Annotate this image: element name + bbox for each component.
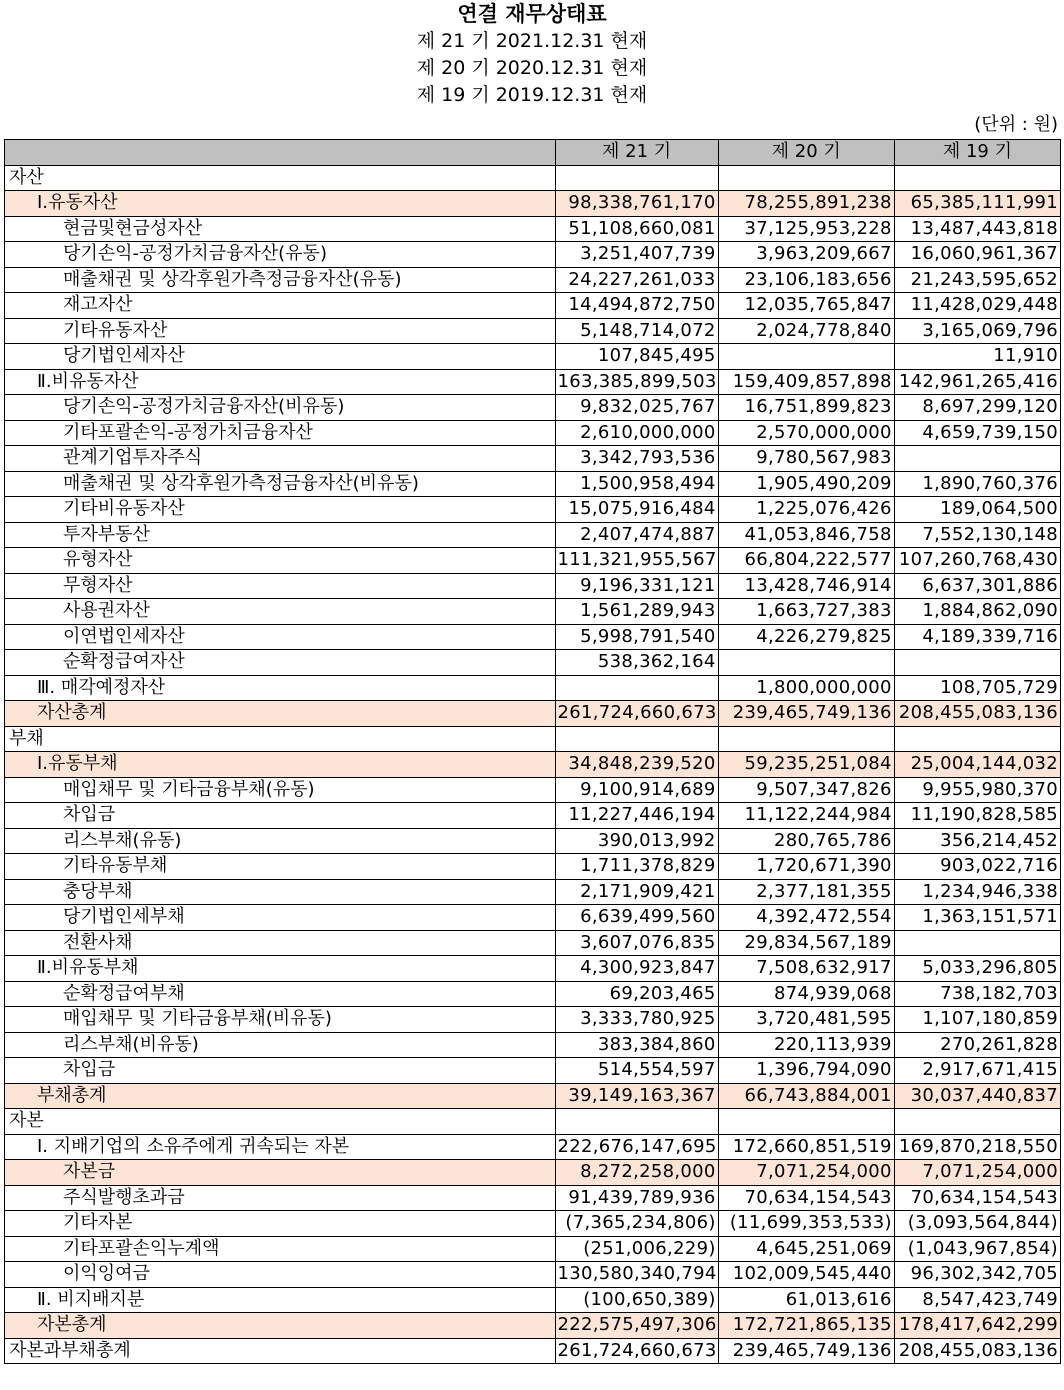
- table-row: [5, 803, 1061, 829]
- account-label: 주식발행초과금: [5, 1185, 556, 1211]
- amount-period-20: [718, 165, 894, 191]
- amount-period-21: 8,272,258,000: [555, 1160, 718, 1186]
- amount-period-19: 142,961,265,416: [894, 369, 1060, 395]
- amount-period-19: (1,043,967,854): [894, 1236, 1060, 1262]
- table-row: [5, 497, 1061, 523]
- table-row: [5, 1083, 1061, 1109]
- account-label: 기타포괄손익누계액: [5, 1236, 556, 1262]
- account-label: 현금및현금성자산: [5, 216, 556, 242]
- amount-period-20: 1,396,794,090: [718, 1058, 894, 1084]
- amount-period-20: 1,905,490,209: [718, 471, 894, 497]
- amount-period-21: 9,196,331,121: [555, 573, 718, 599]
- account-label: 당기손익-공정가치금융자산(비유동): [5, 395, 556, 421]
- account-label: 차입금: [5, 1058, 556, 1084]
- amount-period-20: 12,035,765,847: [718, 293, 894, 319]
- amount-period-21: 538,362,164: [555, 650, 718, 676]
- account-label: 이연법인세자산: [5, 624, 556, 650]
- amount-period-21: 9,832,025,767: [555, 395, 718, 421]
- account-label: 기타유동자산: [5, 318, 556, 344]
- amount-period-19: (3,093,564,844): [894, 1211, 1060, 1237]
- amount-period-20: 239,465,749,136: [718, 1338, 894, 1364]
- amount-period-19: [894, 446, 1060, 472]
- amount-period-20: 9,780,567,983: [718, 446, 894, 472]
- amount-period-21: 3,342,793,536: [555, 446, 718, 472]
- amount-period-20: [718, 726, 894, 752]
- amount-period-21: (251,006,229): [555, 1236, 718, 1262]
- table-row: [5, 981, 1061, 1007]
- table-row: [5, 726, 1061, 752]
- amount-period-20: 220,113,939: [718, 1032, 894, 1058]
- amount-period-20: 66,804,222,577: [718, 548, 894, 574]
- amount-period-21: 3,333,780,925: [555, 1007, 718, 1033]
- account-label: 리스부채(비유동): [5, 1032, 556, 1058]
- amount-period-19: 903,022,716: [894, 854, 1060, 880]
- account-label: Ⅲ. 매각예정자산: [5, 675, 556, 701]
- amount-period-20: 9,507,347,826: [718, 777, 894, 803]
- account-label: 관계기업투자주식: [5, 446, 556, 472]
- amount-period-20: 59,235,251,084: [718, 752, 894, 778]
- amount-period-21: 34,848,239,520: [555, 752, 718, 778]
- header-row: [5, 140, 1061, 166]
- table-row: [5, 395, 1061, 421]
- amount-period-19: 108,705,729: [894, 675, 1060, 701]
- amount-period-20: 172,721,865,135: [718, 1313, 894, 1339]
- table-row: [5, 752, 1061, 778]
- amount-period-19: 5,033,296,805: [894, 956, 1060, 982]
- table-row: [5, 675, 1061, 701]
- account-label: Ⅰ.유동부채: [5, 752, 556, 778]
- amount-period-19: 270,261,828: [894, 1032, 1060, 1058]
- amount-period-19: 70,634,154,543: [894, 1185, 1060, 1211]
- account-label: 투자부동산: [5, 522, 556, 548]
- amount-period-21: 383,384,860: [555, 1032, 718, 1058]
- table-row: [5, 1236, 1061, 1262]
- amount-period-20: 4,645,251,069: [718, 1236, 894, 1262]
- unit-label: (단위 : 원): [974, 114, 1058, 135]
- amount-period-19: 9,955,980,370: [894, 777, 1060, 803]
- amount-period-19: [894, 726, 1060, 752]
- table-row: [5, 446, 1061, 472]
- header-period-20: 제 20 기: [718, 140, 894, 166]
- amount-period-21: [555, 165, 718, 191]
- amount-period-20: 11,122,244,984: [718, 803, 894, 829]
- account-label: 무형자산: [5, 573, 556, 599]
- amount-period-20: 1,800,000,000: [718, 675, 894, 701]
- amount-period-19: 1,107,180,859: [894, 1007, 1060, 1033]
- account-label: Ⅰ.유동자산: [5, 191, 556, 217]
- table-row: [5, 777, 1061, 803]
- header-period-19: 제 19 기: [894, 140, 1060, 166]
- amount-period-21: 390,013,992: [555, 828, 718, 854]
- amount-period-21: 4,300,923,847: [555, 956, 718, 982]
- amount-period-20: 4,392,472,554: [718, 905, 894, 931]
- amount-period-21: [555, 675, 718, 701]
- amount-period-19: 178,417,642,299: [894, 1313, 1060, 1339]
- account-label: Ⅱ.비유동자산: [5, 369, 556, 395]
- table-row: [5, 522, 1061, 548]
- amount-period-19: 208,455,083,136: [894, 1338, 1060, 1364]
- amount-period-19: 107,260,768,430: [894, 548, 1060, 574]
- amount-period-20: [718, 344, 894, 370]
- amount-period-21: [555, 1109, 718, 1135]
- amount-period-21: 9,100,914,689: [555, 777, 718, 803]
- account-label: 유형자산: [5, 548, 556, 574]
- amount-period-19: 189,064,500: [894, 497, 1060, 523]
- account-label: 기타비유동자산: [5, 497, 556, 523]
- table-row: [5, 165, 1061, 191]
- amount-period-19: 208,455,083,136: [894, 701, 1060, 727]
- table-row: [5, 369, 1061, 395]
- account-label: Ⅱ.비유동부채: [5, 956, 556, 982]
- amount-period-19: 7,552,130,148: [894, 522, 1060, 548]
- amount-period-20: [718, 650, 894, 676]
- amount-period-21: 222,575,497,306: [555, 1313, 718, 1339]
- account-label: 충당부채: [5, 879, 556, 905]
- amount-period-20: 159,409,857,898: [718, 369, 894, 395]
- amount-period-19: 13,487,443,818: [894, 216, 1060, 242]
- account-label: 이익잉여금: [5, 1262, 556, 1288]
- table-row: [5, 1287, 1061, 1313]
- account-label: 매출채권 및 상각후원가측정금융자산(비유동): [5, 471, 556, 497]
- account-label: 부채: [5, 726, 556, 752]
- amount-period-21: 130,580,340,794: [555, 1262, 718, 1288]
- amount-period-20: 2,024,778,840: [718, 318, 894, 344]
- amount-period-21: 2,171,909,421: [555, 879, 718, 905]
- amount-period-21: 24,227,261,033: [555, 267, 718, 293]
- amount-period-20: 1,720,671,390: [718, 854, 894, 880]
- table-row: [5, 828, 1061, 854]
- account-label: 차입금: [5, 803, 556, 829]
- amount-period-19: 6,637,301,886: [894, 573, 1060, 599]
- header-account: [5, 140, 556, 166]
- amount-period-20: 66,743,884,001: [718, 1083, 894, 1109]
- table-row: [5, 1338, 1061, 1364]
- table-row: [5, 548, 1061, 574]
- account-label: Ⅰ. 지배기업의 소유주에게 귀속되는 자본: [5, 1134, 556, 1160]
- table-row: [5, 1134, 1061, 1160]
- table-row: [5, 1160, 1061, 1186]
- amount-period-19: 8,697,299,120: [894, 395, 1060, 421]
- account-label: 매출채권 및 상각후원가측정금융자산(유동): [5, 267, 556, 293]
- account-label: 자본총계: [5, 1313, 556, 1339]
- amount-period-19: [894, 1109, 1060, 1135]
- table-row: [5, 1007, 1061, 1033]
- account-label: 부채총계: [5, 1083, 556, 1109]
- table-row: [5, 624, 1061, 650]
- table-row: [5, 879, 1061, 905]
- amount-period-20: (11,699,353,533): [718, 1211, 894, 1237]
- amount-period-19: 11,910: [894, 344, 1060, 370]
- account-label: 전환사채: [5, 930, 556, 956]
- amount-period-21: 15,075,916,484: [555, 497, 718, 523]
- amount-period-21: 51,108,660,081: [555, 216, 718, 242]
- table-row: [5, 701, 1061, 727]
- amount-period-21: 69,203,465: [555, 981, 718, 1007]
- table-row: [5, 1211, 1061, 1237]
- amount-period-21: 1,711,378,829: [555, 854, 718, 880]
- table-row: [5, 471, 1061, 497]
- amount-period-20: 61,013,616: [718, 1287, 894, 1313]
- account-label: 자본: [5, 1109, 556, 1135]
- amount-period-19: 356,214,452: [894, 828, 1060, 854]
- table-row: [5, 267, 1061, 293]
- amount-period-19: 25,004,144,032: [894, 752, 1060, 778]
- amount-period-19: 2,917,671,415: [894, 1058, 1060, 1084]
- amount-period-21: 3,607,076,835: [555, 930, 718, 956]
- amount-period-19: 1,234,946,338: [894, 879, 1060, 905]
- amount-period-20: 239,465,749,136: [718, 701, 894, 727]
- amount-period-19: 16,060,961,367: [894, 242, 1060, 268]
- amount-period-20: 41,053,846,758: [718, 522, 894, 548]
- table-row: [5, 1313, 1061, 1339]
- amount-period-20: 172,660,851,519: [718, 1134, 894, 1160]
- table-row: [5, 318, 1061, 344]
- table-row: [5, 573, 1061, 599]
- amount-period-20: 13,428,746,914: [718, 573, 894, 599]
- account-label: 기타자본: [5, 1211, 556, 1237]
- amount-period-20: 7,071,254,000: [718, 1160, 894, 1186]
- amount-period-20: 3,720,481,595: [718, 1007, 894, 1033]
- table-row: [5, 599, 1061, 625]
- period-line-20: 제 20 기 2020.12.31 현재: [416, 57, 648, 79]
- amount-period-19: 7,071,254,000: [894, 1160, 1060, 1186]
- amount-period-21: 98,338,761,170: [555, 191, 718, 217]
- amount-period-19: 1,884,862,090: [894, 599, 1060, 625]
- account-label: 매입채무 및 기타금융부채(유동): [5, 777, 556, 803]
- amount-period-21: 222,676,147,695: [555, 1134, 718, 1160]
- table-row: [5, 293, 1061, 319]
- amount-period-21: 514,554,597: [555, 1058, 718, 1084]
- amount-period-19: 1,890,760,376: [894, 471, 1060, 497]
- amount-period-21: (100,650,389): [555, 1287, 718, 1313]
- amount-period-21: 111,321,955,567: [555, 548, 718, 574]
- account-label: 자산총계: [5, 701, 556, 727]
- amount-period-20: [718, 1109, 894, 1135]
- amount-period-19: 4,189,339,716: [894, 624, 1060, 650]
- amount-period-19: 65,385,111,991: [894, 191, 1060, 217]
- amount-period-20: 29,834,567,189: [718, 930, 894, 956]
- account-label: 재고자산: [5, 293, 556, 319]
- table-row: [5, 1109, 1061, 1135]
- account-label: 당기법인세부채: [5, 905, 556, 931]
- amount-period-21: 2,610,000,000: [555, 420, 718, 446]
- header-period-21: 제 21 기: [555, 140, 718, 166]
- amount-period-21: 14,494,872,750: [555, 293, 718, 319]
- amount-period-20: 2,570,000,000: [718, 420, 894, 446]
- amount-period-19: 3,165,069,796: [894, 318, 1060, 344]
- amount-period-21: 2,407,474,887: [555, 522, 718, 548]
- amount-period-21: 3,251,407,739: [555, 242, 718, 268]
- period-line-21: 제 21 기 2021.12.31 현재: [416, 30, 648, 52]
- account-label: 순확정급여부채: [5, 981, 556, 1007]
- amount-period-20: 37,125,953,228: [718, 216, 894, 242]
- amount-period-21: 261,724,660,673: [555, 701, 718, 727]
- table-row: [5, 1032, 1061, 1058]
- amount-period-19: 96,302,342,705: [894, 1262, 1060, 1288]
- amount-period-19: 30,037,440,837: [894, 1083, 1060, 1109]
- amount-period-19: [894, 650, 1060, 676]
- account-label: 기타유동부채: [5, 854, 556, 880]
- amount-period-21: 39,149,163,367: [555, 1083, 718, 1109]
- amount-period-21: 11,227,446,194: [555, 803, 718, 829]
- period-line-19: 제 19 기 2019.12.31 현재: [416, 84, 648, 106]
- table-row: [5, 905, 1061, 931]
- table-row: [5, 344, 1061, 370]
- table-row: [5, 242, 1061, 268]
- table-row: [5, 191, 1061, 217]
- amount-period-19: 169,870,218,550: [894, 1134, 1060, 1160]
- amount-period-20: 3,963,209,667: [718, 242, 894, 268]
- account-label: 사용권자산: [5, 599, 556, 625]
- account-label: 리스부채(유동): [5, 828, 556, 854]
- table-row: [5, 930, 1061, 956]
- table-row: [5, 1185, 1061, 1211]
- table-body: [5, 165, 1061, 1364]
- amount-period-21: 1,561,289,943: [555, 599, 718, 625]
- amount-period-21: (7,365,234,806): [555, 1211, 718, 1237]
- account-label: Ⅱ. 비지배지분: [5, 1287, 556, 1313]
- amount-period-19: [894, 165, 1060, 191]
- amount-period-20: 23,106,183,656: [718, 267, 894, 293]
- amount-period-20: 16,751,899,823: [718, 395, 894, 421]
- table-row: [5, 216, 1061, 242]
- account-label: 당기법인세자산: [5, 344, 556, 370]
- amount-period-21: 163,385,899,503: [555, 369, 718, 395]
- amount-period-20: 7,508,632,917: [718, 956, 894, 982]
- account-label: 순확정급여자산: [5, 650, 556, 676]
- table-row: [5, 854, 1061, 880]
- amount-period-21: 261,724,660,673: [555, 1338, 718, 1364]
- amount-period-21: 91,439,789,936: [555, 1185, 718, 1211]
- table-row: [5, 1262, 1061, 1288]
- table-row: [5, 956, 1061, 982]
- amount-period-20: 874,939,068: [718, 981, 894, 1007]
- amount-period-21: 1,500,958,494: [555, 471, 718, 497]
- table-row: [5, 650, 1061, 676]
- account-label: 자본과부채총계: [5, 1338, 556, 1364]
- amount-period-21: [555, 726, 718, 752]
- document-title: 연결 재무상태표: [457, 2, 607, 26]
- amount-period-20: 280,765,786: [718, 828, 894, 854]
- amount-period-20: 70,634,154,543: [718, 1185, 894, 1211]
- amount-period-20: 102,009,545,440: [718, 1262, 894, 1288]
- account-label: 자산: [5, 165, 556, 191]
- balance-sheet-table: [4, 139, 1061, 1364]
- account-label: 당기손익-공정가치금융자산(유동): [5, 242, 556, 268]
- amount-period-20: 1,225,076,426: [718, 497, 894, 523]
- amount-period-19: 4,659,739,150: [894, 420, 1060, 446]
- amount-period-20: 1,663,727,383: [718, 599, 894, 625]
- amount-period-21: 5,148,714,072: [555, 318, 718, 344]
- amount-period-19: 11,190,828,585: [894, 803, 1060, 829]
- amount-period-21: 107,845,495: [555, 344, 718, 370]
- amount-period-21: 5,998,791,540: [555, 624, 718, 650]
- amount-period-19: 21,243,595,652: [894, 267, 1060, 293]
- amount-period-19: [894, 930, 1060, 956]
- amount-period-20: 78,255,891,238: [718, 191, 894, 217]
- amount-period-19: 738,182,703: [894, 981, 1060, 1007]
- amount-period-19: 8,547,423,749: [894, 1287, 1060, 1313]
- account-label: 매입채무 및 기타금융부채(비유동): [5, 1007, 556, 1033]
- amount-period-20: 4,226,279,825: [718, 624, 894, 650]
- amount-period-20: 2,377,181,355: [718, 879, 894, 905]
- amount-period-19: 11,428,029,448: [894, 293, 1060, 319]
- table-row: [5, 1058, 1061, 1084]
- account-label: 기타포괄손익-공정가치금융자산: [5, 420, 556, 446]
- amount-period-21: 6,639,499,560: [555, 905, 718, 931]
- account-label: 자본금: [5, 1160, 556, 1186]
- amount-period-19: 1,363,151,571: [894, 905, 1060, 931]
- table-row: [5, 420, 1061, 446]
